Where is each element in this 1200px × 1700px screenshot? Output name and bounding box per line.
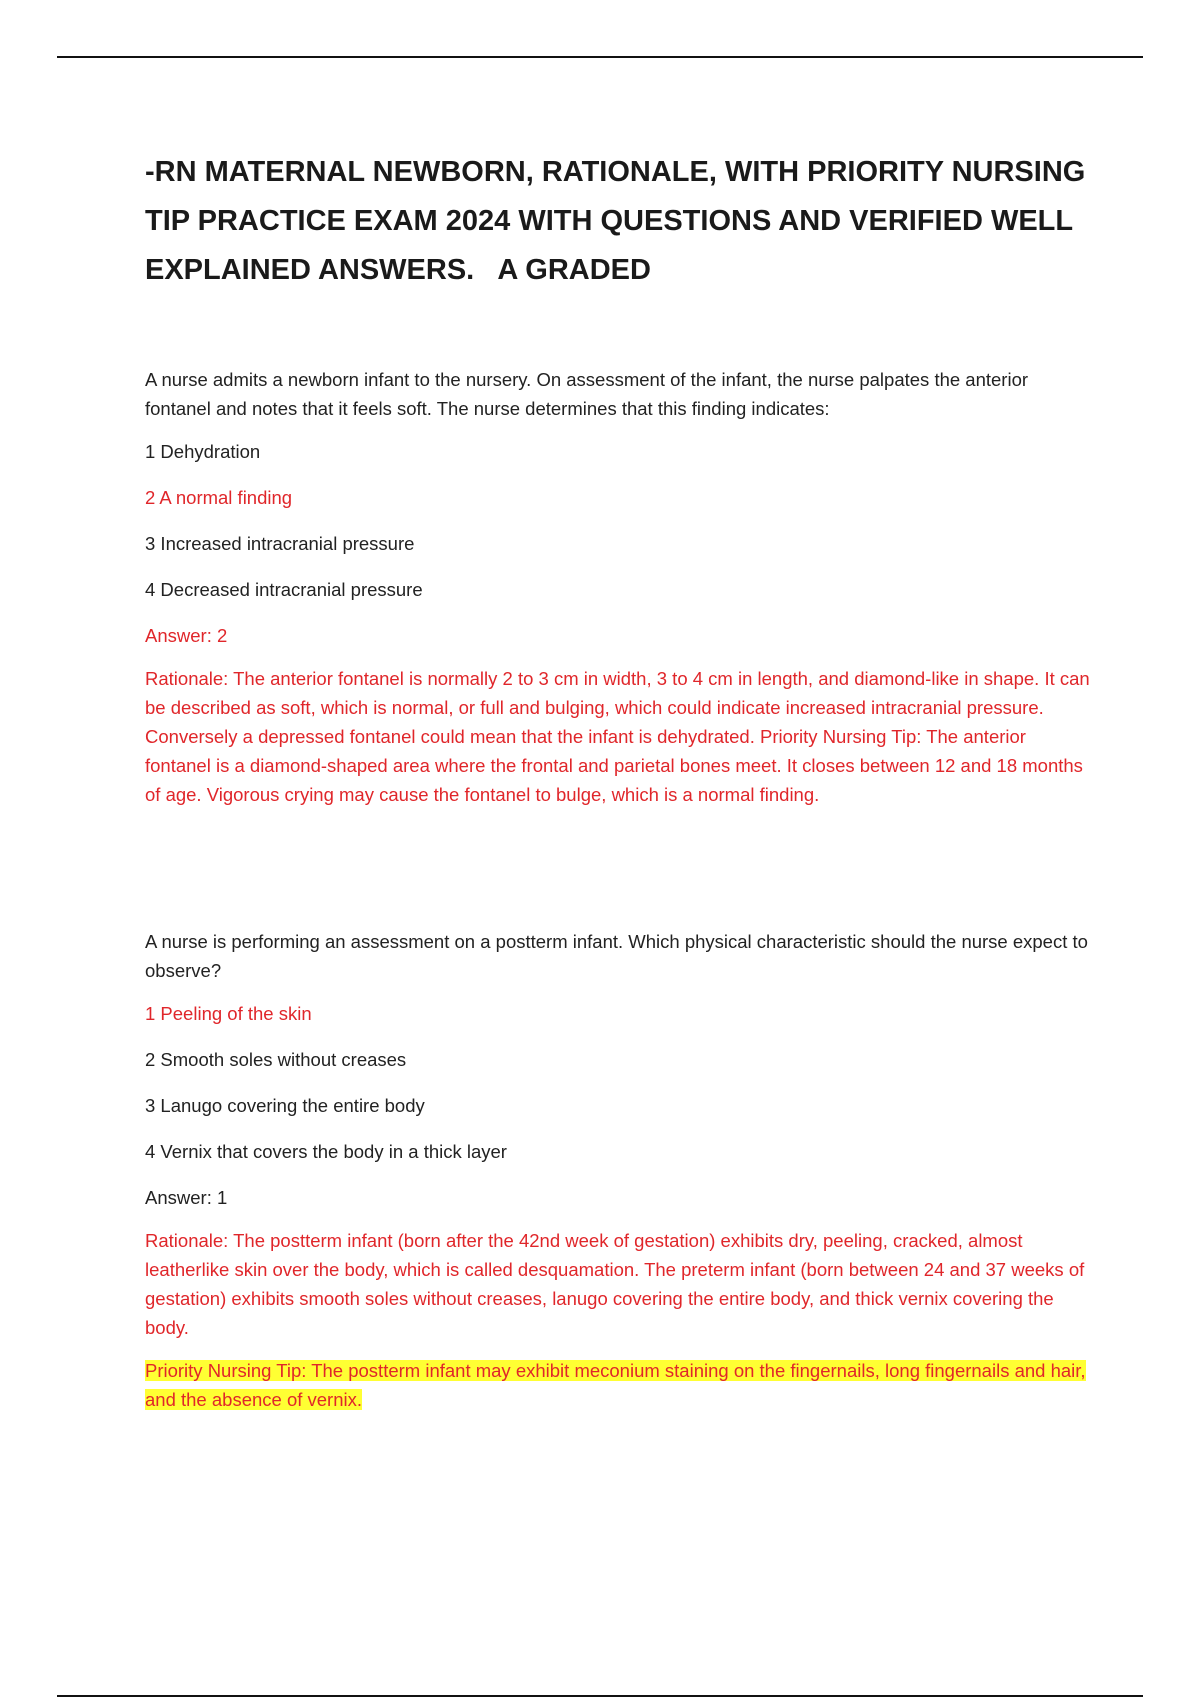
document-title: -RN MATERNAL NEWBORN, RATIONALE, WITH PRIORITY NURSING TIP PRACTICE EXAM 2024 WITH QUESTIONS AND VERIFIED WELL EXPLAINED ANSWERS. A GRADED	[145, 156, 1094, 286]
bottom-rule	[57, 1695, 1143, 1697]
priority-tip-highlight: Priority Nursing Tip: The postterm infant may exhibit meconium staining on the fingernails, long fingernails and hair, and the absence of vernix.	[145, 1360, 1086, 1410]
question-stem: A nurse admits a newborn infant to the nursery. On assessment of the infant, the nurse palpates the anterior fontanel and notes that it feels soft. The nurse determines that this finding indicates:	[145, 369, 1029, 419]
answer-option-correct: 2 A normal finding	[145, 487, 293, 508]
answer-option: 1 Dehydration	[145, 441, 261, 462]
answer-option-correct: 1 Peeling of the skin	[145, 1003, 312, 1024]
rationale-text: Rationale: The anterior fontanel is normally 2 to 3 cm in width, 3 to 4 cm in length, and diamond-like in shape. It can be described as soft, which is normal, or full and bulging, which could indicate increased intracranial pressure. Conversely a depressed fontanel could mean that the infant is dehydrated. Priority Nursing Tip: The anterior fontanel is a diamond-shaped area where the frontal and parietal bones meet. It closes between 12 and 18 months of age. Vigorous crying may cause the fontanel to bulge, which is a normal finding.	[145, 668, 1090, 805]
rationale-text: Rationale: The postterm infant (born after the 42nd week of gestation) exhibits dry, peeling, cracked, almost leatherlike skin over the body, which is called desquamation. The preterm infant (born between 24 and 37 weeks of gestation) exhibits smooth soles without creases, lanugo covering the entire body, and thick vernix covering the body.	[145, 1230, 1085, 1338]
priority-tip	[145, 1356, 1095, 1414]
top-rule	[57, 56, 1143, 58]
question-stem: A nurse is performing an assessment on a postterm infant. Which physical characteristic should the nurse expect to observe?	[145, 931, 1088, 981]
question-block-1	[145, 365, 1095, 809]
answer-option: 2 Smooth soles without creases	[145, 1049, 407, 1070]
answer-option: 3 Increased intracranial pressure	[145, 533, 415, 554]
answer-key: Answer: 1	[145, 1187, 228, 1208]
answer-option: 4 Vernix that covers the body in a thick layer	[145, 1141, 507, 1162]
document-content	[145, 148, 1095, 1414]
answer-key: Answer: 2	[145, 625, 228, 646]
question-block-2	[145, 927, 1095, 1414]
answer-option: 4 Decreased intracranial pressure	[145, 579, 423, 600]
answer-option: 3 Lanugo covering the entire body	[145, 1095, 425, 1116]
